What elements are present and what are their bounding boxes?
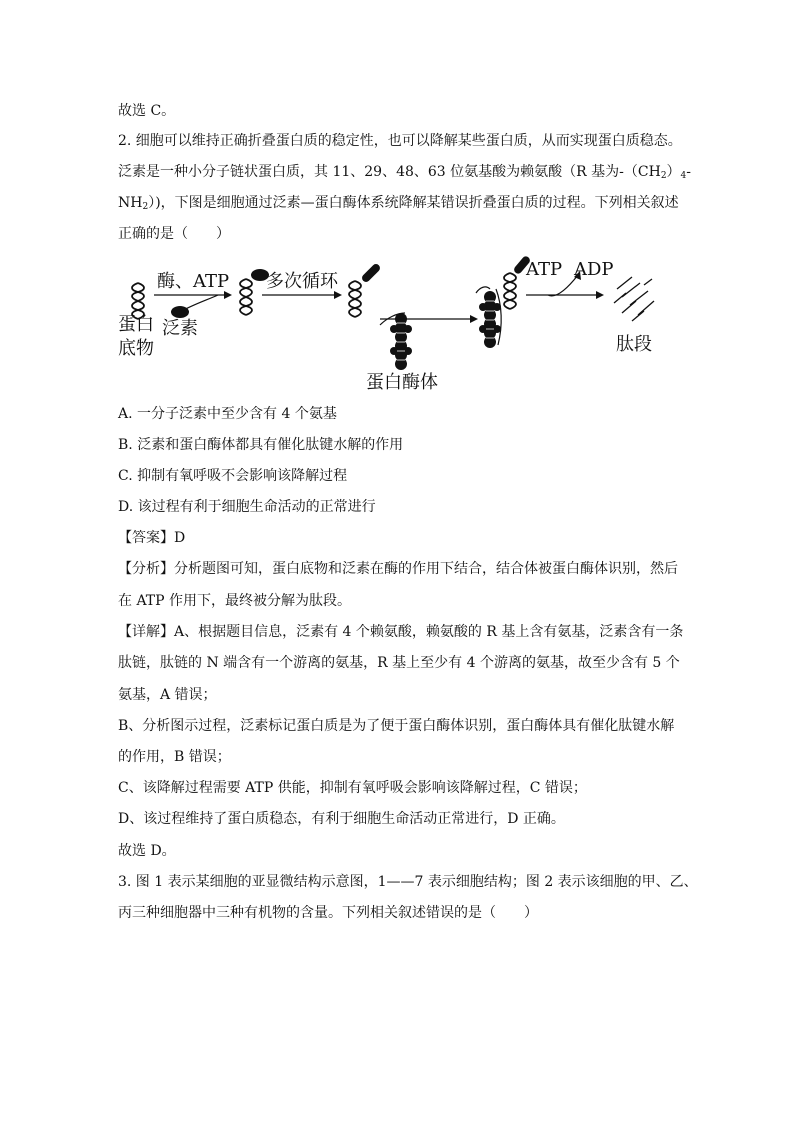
question-2-stem <box>118 163 691 185</box>
question-3-stem: 3. 图 1 表示某细胞的亚显微结构示意图，1——7 表示细胞结构；图 2 表示该细胞的甲、乙、 <box>118 874 698 890</box>
subscript: 2 <box>660 171 667 181</box>
arrow-icon <box>224 291 232 299</box>
analysis: 在 ATP 作用下，最终被分解为肽段。 <box>118 593 352 609</box>
arrow-icon <box>596 291 604 299</box>
subscript: 4 <box>680 171 687 181</box>
label-atp: ATP <box>526 259 563 280</box>
proteasome-icon <box>390 313 412 370</box>
label-adp: ADP <box>574 259 614 280</box>
detail: 肽链，肽链的 N 端含有一个游离的氨基，R 基上至少有 4 个游离的氨基，故至少含有 5 个 <box>118 655 680 671</box>
proteasome-icon <box>479 291 501 348</box>
label-cycles: 多次循环 <box>266 271 338 292</box>
label-proteasome: 蛋白酶体 <box>366 372 438 393</box>
ubiquitin-proteasome-diagram <box>112 255 672 395</box>
question-3-stem: 丙三种细胞器中三种有机物的含量。下列相关叙述错误的是（ ） <box>118 905 538 921</box>
detail: C、该降解过程需要 ATP 供能，抑制有氧呼吸会影响该降解过程，C 错误； <box>118 780 587 796</box>
text-span: ）)，下图是细胞通过泛素—蛋白酶体系统降解某错误折叠蛋白质的过程。下列相关叙述 <box>148 195 679 211</box>
label-ubiquitin: 泛素 <box>162 318 198 339</box>
question-2-stem: 正确的是（ ） <box>118 226 230 242</box>
option-b: B. 泛素和蛋白酶体都具有催化肽键水解的作用 <box>118 437 404 453</box>
detail: 氨基，A 错误； <box>118 687 217 703</box>
question-2-stem <box>118 194 679 216</box>
ubiquitin-chain-icon <box>360 262 381 283</box>
option-a: A. 一分子泛素中至少含有 4 个氨基 <box>118 406 337 422</box>
label-substrate: 底物 <box>118 338 154 359</box>
substrate-coil-4 <box>504 273 516 309</box>
arrow-icon <box>334 291 342 299</box>
arrow-icon <box>470 315 478 323</box>
detail: B、分析图示过程，泛素标记蛋白质是为了便于蛋白酶体识别，蛋白酶体具有催化肽键水解 <box>118 718 675 734</box>
label-substrate: 蛋白 <box>118 314 154 335</box>
text-line: 故选 D。 <box>118 843 176 859</box>
label-enzyme-atp: 酶、ATP <box>157 271 230 292</box>
peptide-fragments-icon <box>614 277 654 321</box>
text-span: 泛素是一种小分子链状蛋白质，其 11、29、48、63 位氨基酸为赖氨酸（R 基为-（CH <box>118 164 661 180</box>
detail: D、该过程维持了蛋白质稳态，有利于细胞生命活动正常进行，D 正确。 <box>118 811 565 827</box>
detail: 的作用，B 错误； <box>118 749 231 765</box>
text-span: NH <box>118 195 143 211</box>
text-line: 故选 C。 <box>118 103 176 119</box>
text-span: ） <box>666 164 681 180</box>
text-span: - <box>686 164 692 180</box>
detail: 【详解】A、根据题目信息，泛素有 4 个赖氨酸，赖氨酸的 R 基上含有氨基，泛素含有一条 <box>118 624 684 640</box>
option-c: C. 抑制有氧呼吸不会影响该降解过程 <box>118 468 348 484</box>
substrate-coil-3 <box>349 281 361 317</box>
option-d: D. 该过程有利于细胞生命活动的正常进行 <box>118 499 376 515</box>
substrate-coil-2 <box>240 279 252 315</box>
analysis: 【分析】分析题图可知，蛋白底物和泛素在酶的作用下结合，结合体被蛋白酶体识别，然后 <box>118 561 678 577</box>
question-2-stem: 2. 细胞可以维持正确折叠蛋白质的稳定性，也可以降解某些蛋白质，从而实现蛋白质稳态。 <box>118 133 682 149</box>
subscript: 2 <box>142 202 149 212</box>
answer: 【答案】D <box>118 530 186 546</box>
label-peptides: 肽段 <box>616 334 652 355</box>
